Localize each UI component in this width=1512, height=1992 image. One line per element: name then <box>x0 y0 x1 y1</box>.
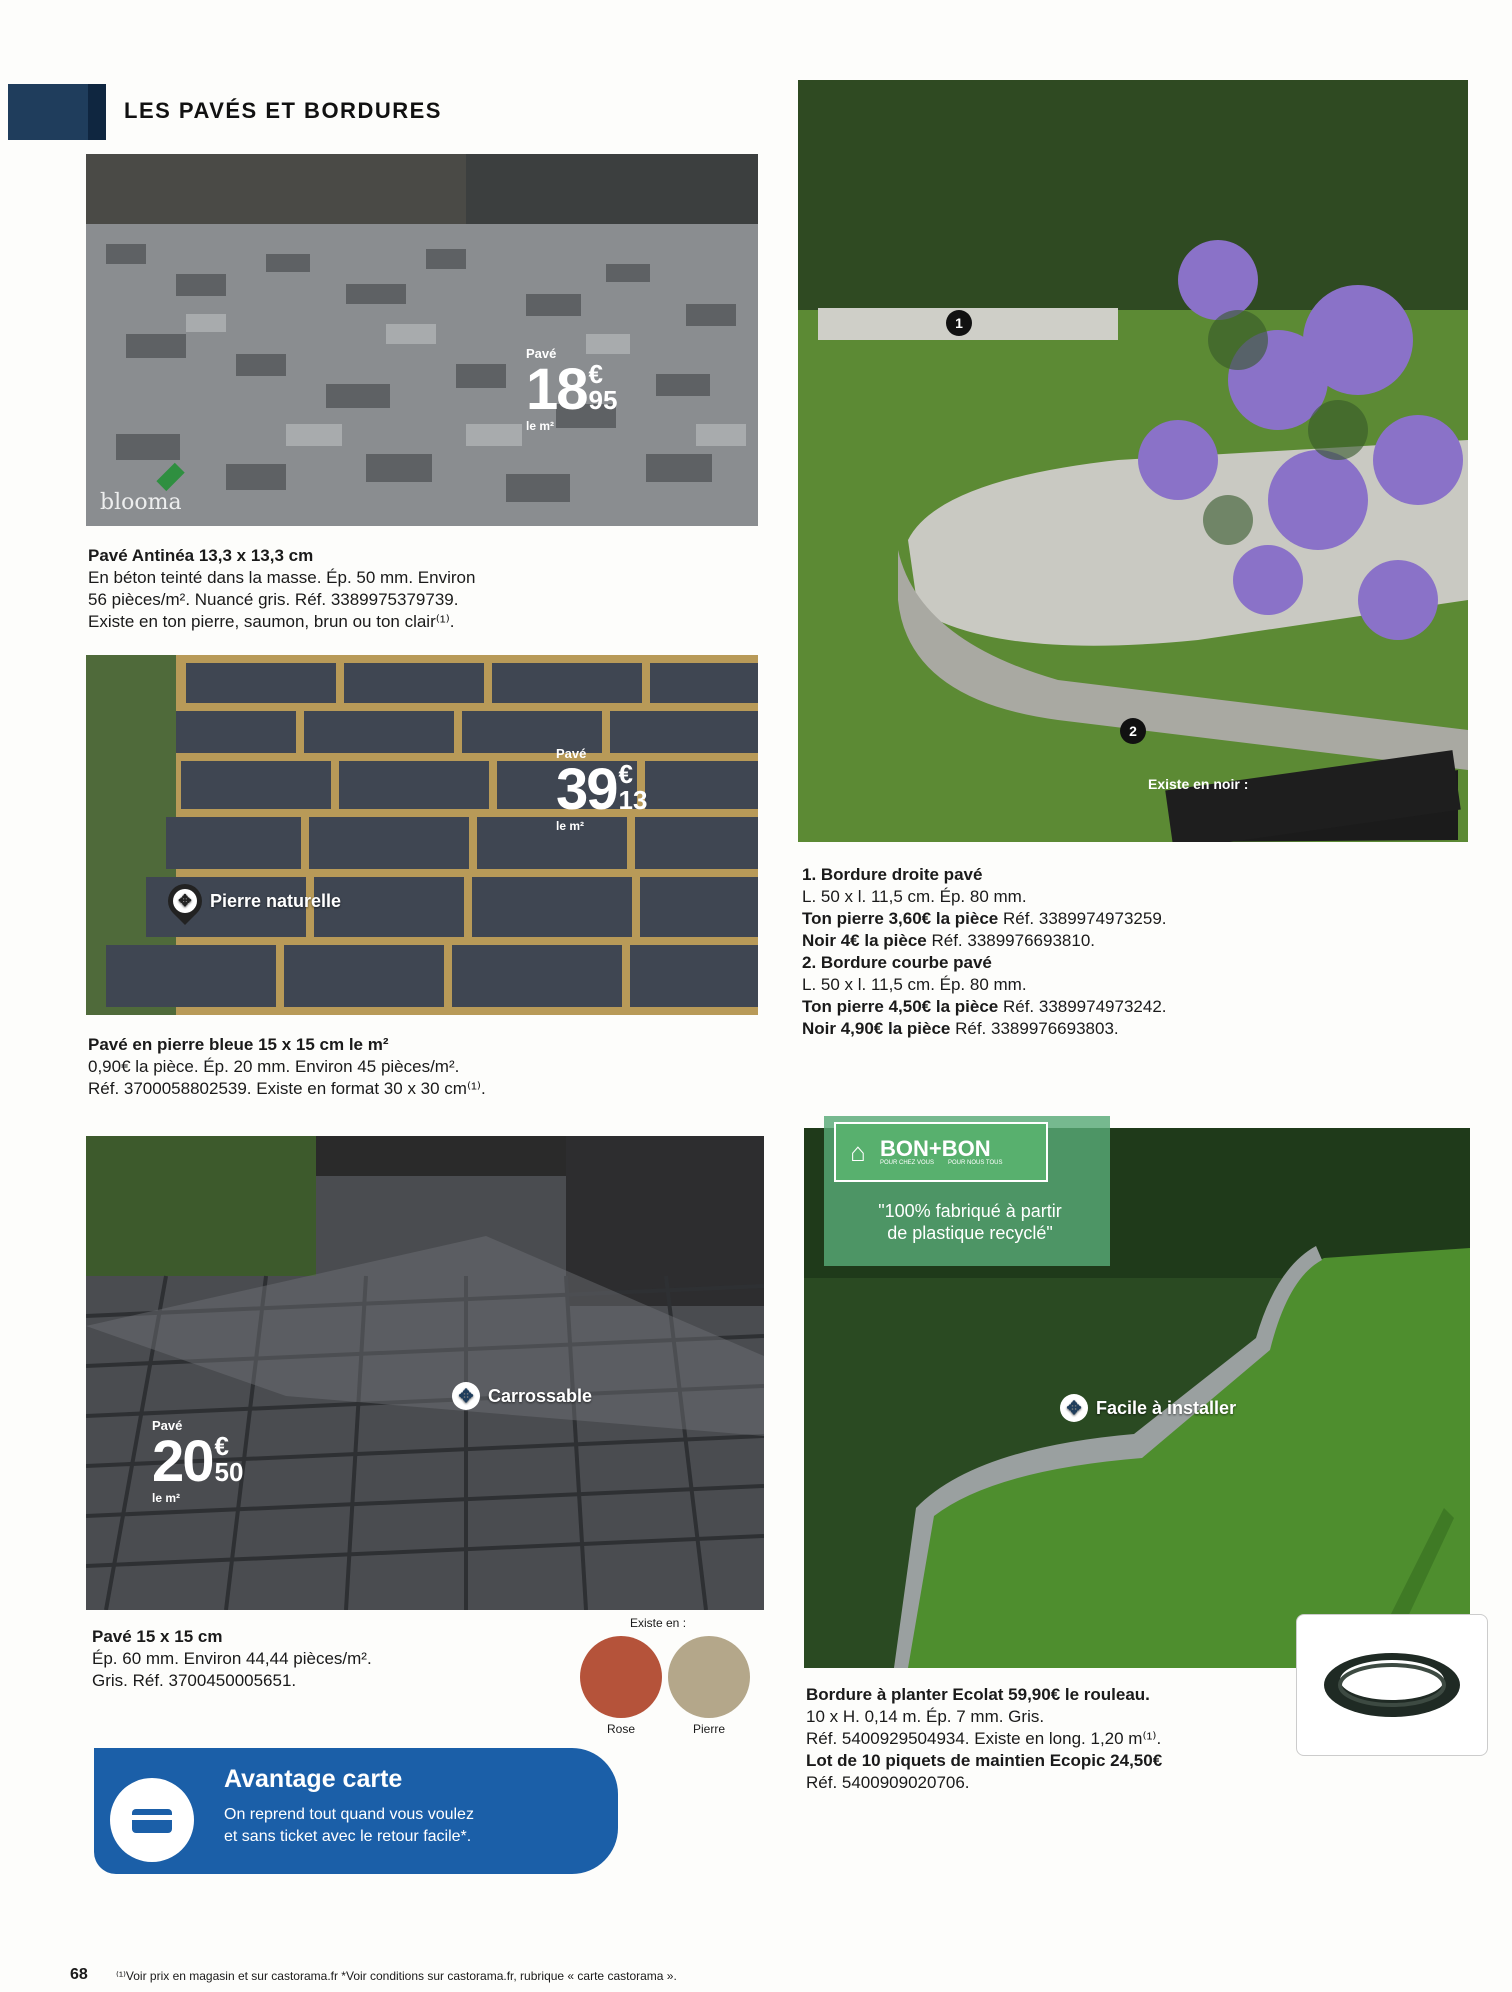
bon-bon-badge <box>834 1122 1048 1182</box>
price-label: Pavé <box>556 746 587 761</box>
pave15-title: Pavé 15 x 15 cm <box>92 1627 223 1646</box>
antinea-line1: En béton teinté dans la masse. Ép. 50 mm. Environ <box>88 568 476 587</box>
quote-line2: de plastique recyclé" <box>887 1223 1053 1243</box>
pierre-bleue-line2: Réf. 3700058802539. Existe en format 30 x 30 cm⁽¹⁾. <box>88 1079 486 1098</box>
card-title: Avantage carte <box>224 1765 403 1793</box>
pave15-price <box>152 1418 243 1505</box>
badge-sub2: POUR NOUS TOUS <box>948 1160 1003 1166</box>
pave15-line2: Gris. Réf. 3700450005651. <box>92 1671 297 1690</box>
bordure-courbe-dims: L. 50 x l. 11,5 cm. Ép. 80 mm. <box>802 975 1027 994</box>
price-cents: 95 <box>588 385 618 415</box>
carrossable-feature <box>452 1382 592 1410</box>
pave15-photo <box>86 1136 764 1610</box>
ecopic-title: Lot de 10 piquets de maintien Ecopic 24,50€ <box>806 1751 1163 1770</box>
feature-label: Facile à installer <box>1096 1397 1237 1418</box>
price-label: Pavé <box>152 1418 183 1433</box>
pierre-bleue-price <box>556 746 647 833</box>
pierre-bleue-title: Pavé en pierre bleue 15 x 15 cm le m² <box>88 1035 389 1054</box>
price-int: 39 <box>556 757 617 822</box>
price-currency: € <box>618 759 633 789</box>
bordure-droite-noir-price: Noir 4€ la pièce <box>802 931 927 950</box>
ecolat-roll-image <box>1296 1614 1488 1756</box>
page-number: 68 <box>70 1966 88 1983</box>
price-cents: 50 <box>214 1457 244 1487</box>
swatch-pierre-label: Pierre <box>692 1722 725 1736</box>
plus-circle-icon: ✥ <box>1060 1394 1088 1422</box>
badge-title: BON+BON <box>880 1136 991 1161</box>
price-unit: le m² <box>556 819 585 833</box>
price-unit: le m² <box>526 419 555 433</box>
bordure-droite-pierre-ref: Réf. 3389974973259. <box>998 909 1167 928</box>
card-icon <box>110 1778 194 1862</box>
footer-note: ⁽¹⁾Voir prix en magasin et sur castorama.fr *Voir conditions sur castorama.fr, rubrique « carte castorama ». <box>116 1969 677 1983</box>
ecolat-line2: 10 x H. 0,14 m. Ép. 7 mm. Gris. <box>806 1707 1045 1726</box>
antinea-line3: Existe en ton pierre, saumon, brun ou ton clair⁽¹⁾. <box>88 612 455 631</box>
ecolat-description <box>806 1684 1306 1794</box>
bordure-droite-title: 1. Bordure droite pavé <box>802 865 983 884</box>
antinea-description <box>88 545 648 633</box>
price-cents: 13 <box>618 785 648 815</box>
price-int: 18 <box>526 357 587 422</box>
plus-circle-icon: ✥ <box>452 1382 480 1410</box>
antinea-price <box>526 346 617 433</box>
leaf-house-icon: ⌂ <box>850 1136 866 1167</box>
marker-2: 2 <box>1120 718 1146 744</box>
price-unit: le m² <box>152 1491 181 1505</box>
price-label: Pavé <box>526 346 557 361</box>
quote-line1: "100% fabriqué à partir <box>878 1201 1062 1221</box>
bordure-droite-dims: L. 50 x l. 11,5 cm. Ép. 80 mm. <box>802 887 1027 906</box>
variants-label: Existe en : <box>630 1616 687 1630</box>
bordure-droite-pierre-price: Ton pierre 3,60€ la pièce <box>802 909 999 928</box>
pierre-bleue-description <box>88 1034 688 1100</box>
price-int: 20 <box>152 1429 213 1494</box>
bordure-courbe-noir-ref: Réf. 3389976693803. <box>950 1019 1119 1038</box>
pierre-bleue-line1: 0,90€ la pièce. Ép. 20 mm. Environ 45 pièces/m². <box>88 1057 460 1076</box>
swatch-rose-label: Rose <box>606 1722 635 1736</box>
bordure-courbe-pierre-ref: Réf. 3389974973242. <box>998 997 1167 1016</box>
ecolat-line3: Réf. 5400929504934. Existe en long. 1,20 m⁽¹⁾. <box>806 1729 1162 1748</box>
feature-label: Pierre naturelle <box>210 890 342 911</box>
header-bar <box>8 84 92 140</box>
pave15-description <box>92 1626 512 1692</box>
marker-1: 1 <box>946 310 972 336</box>
recycled-quote <box>830 1200 1110 1244</box>
swatch-pierre <box>668 1636 750 1718</box>
pave15-line1: Ép. 60 mm. Environ 44,44 pièces/m². <box>92 1649 372 1668</box>
bordure-courbe-title: 2. Bordure courbe pavé <box>802 953 992 972</box>
card-line2: et sans ticket avec le retour facile*. <box>224 1828 472 1845</box>
antinea-title: Pavé Antinéa 13,3 x 13,3 cm <box>88 546 314 565</box>
badge-sub1: POUR CHEZ VOUS <box>880 1160 935 1166</box>
price-currency: € <box>588 359 603 389</box>
price-currency: € <box>214 1431 229 1461</box>
header-bar-accent <box>88 84 106 140</box>
card-line1: On reprend tout quand vous voulez <box>224 1806 474 1823</box>
location-pin-icon: ✥ <box>161 877 209 925</box>
pierre-bleue-photo <box>86 655 758 1015</box>
card-text <box>224 1804 604 1848</box>
antinea-line2: 56 pièces/m². Nuancé gris. Réf. 3389975379739. <box>88 590 459 609</box>
ecolat-title: Bordure à planter Ecolat 59,90€ le rouleau. <box>806 1685 1150 1704</box>
pierre-naturelle-feature <box>168 884 341 918</box>
bordure-courbe-pierre-price: Ton pierre 4,50€ la pièce <box>802 997 999 1016</box>
bordures-description <box>802 864 1452 1040</box>
antinea-photo <box>86 154 758 526</box>
bordure-droite-noir-ref: Réf. 3389976693810. <box>926 931 1095 950</box>
feature-label: Carrossable <box>488 1385 593 1406</box>
bordure-courbe-noir-price: Noir 4,90€ la pièce <box>802 1019 951 1038</box>
page-title: LES PAVÉS ET BORDURES <box>124 98 442 123</box>
ecopic-ref: Réf. 5400909020706. <box>806 1773 970 1792</box>
exists-black-label: Existe en noir : <box>1148 776 1249 792</box>
blooma-logo: blooma <box>100 490 182 515</box>
swatch-rose <box>580 1636 662 1718</box>
facile-feature <box>1060 1394 1236 1422</box>
